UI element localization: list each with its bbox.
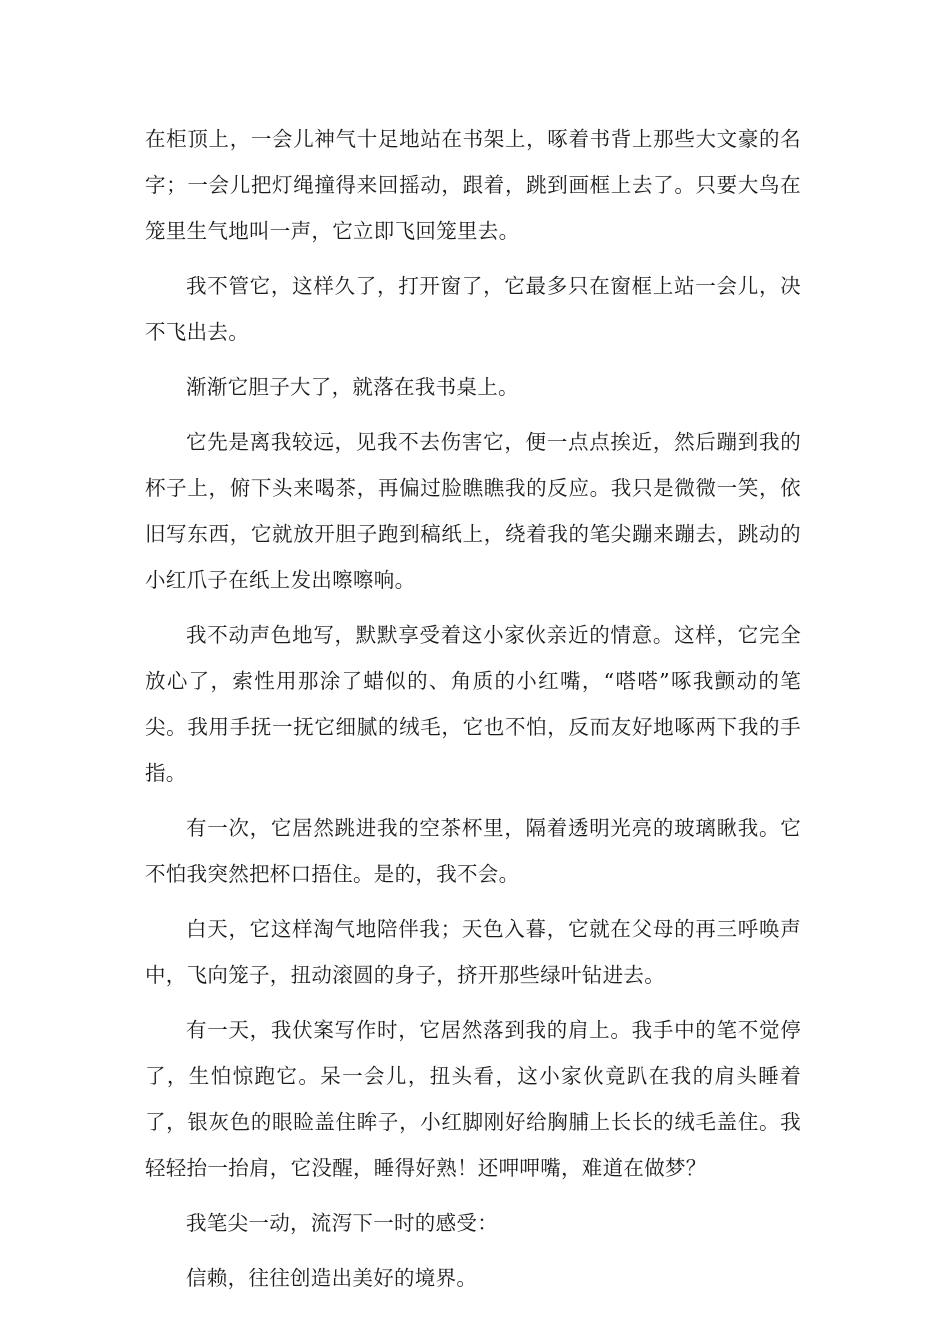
paragraph-8: 有一天，我伏案写作时，它居然落到我的肩上。我手中的笔不觉停了，生怕惊跑它。呆一会儿，扭头看，这小家伙竟趴在我的肩头睡着了，银灰色的眼睑盖住眸子，小红脚刚好给胸脯上长长的绒毛盖住。我轻轻抬一抬肩，它没醒，睡得好熟！还呷呷嘴，难道在做梦？: [145, 1018, 801, 1180]
paragraph-6: 有一次，它居然跳进我的空茶杯里，隔着透明光亮的玻璃瞅我。它不怕我突然把杯口捂住。是的，我不会。: [145, 816, 801, 886]
paragraph-4: 它先是离我较远，见我不去伤害它，便一点点挨近，然后蹦到我的杯子上，俯下头来喝茶，再偏过脸瞧瞧我的反应。我只是微微一笑，依旧写东西，它就放开胆子跑到稿纸上，绕着我的笔尖蹦来蹦去，跳动的小红爪子在纸上发出嚓嚓响。: [145, 430, 801, 592]
paragraph-5: 我不动声色地写，默默享受着这小家伙亲近的情意。这样，它完全放心了，索性用那涂了蜡似的、角质的小红嘴，“嗒嗒”啄我颤动的笔尖。我用手抚一抚它细腻的绒毛，它也不怕，反而友好地啄两下我的手指。: [145, 623, 801, 785]
paragraph-1: 在柜顶上，一会儿神气十足地站在书架上，啄着书背上那些大文豪的名字；一会儿把灯绳撞得来回摇动，跟着，跳到画框上去了。只要大鸟在笼里生气地叫一声，它立即飞回笼里去。: [145, 127, 801, 243]
paragraph-3: 渐渐它胆子大了，就落在我书桌上。: [186, 375, 519, 399]
paragraph-7: 白天，它这样淘气地陪伴我；天色入暮，它就在父母的再三呼唤声中，飞向笼子，扭动滚圆的身子，挤开那些绿叶钻进去。: [145, 917, 801, 987]
paragraph-9: 我笔尖一动，流泻下一时的感受：: [186, 1211, 498, 1235]
paragraph-10: 信赖，往往创造出美好的境界。: [186, 1266, 478, 1290]
article-body: [145, 116, 801, 1310]
paragraph-2: 我不管它，这样久了，打开窗了，它最多只在窗框上站一会儿，决不飞出去。: [145, 274, 801, 344]
